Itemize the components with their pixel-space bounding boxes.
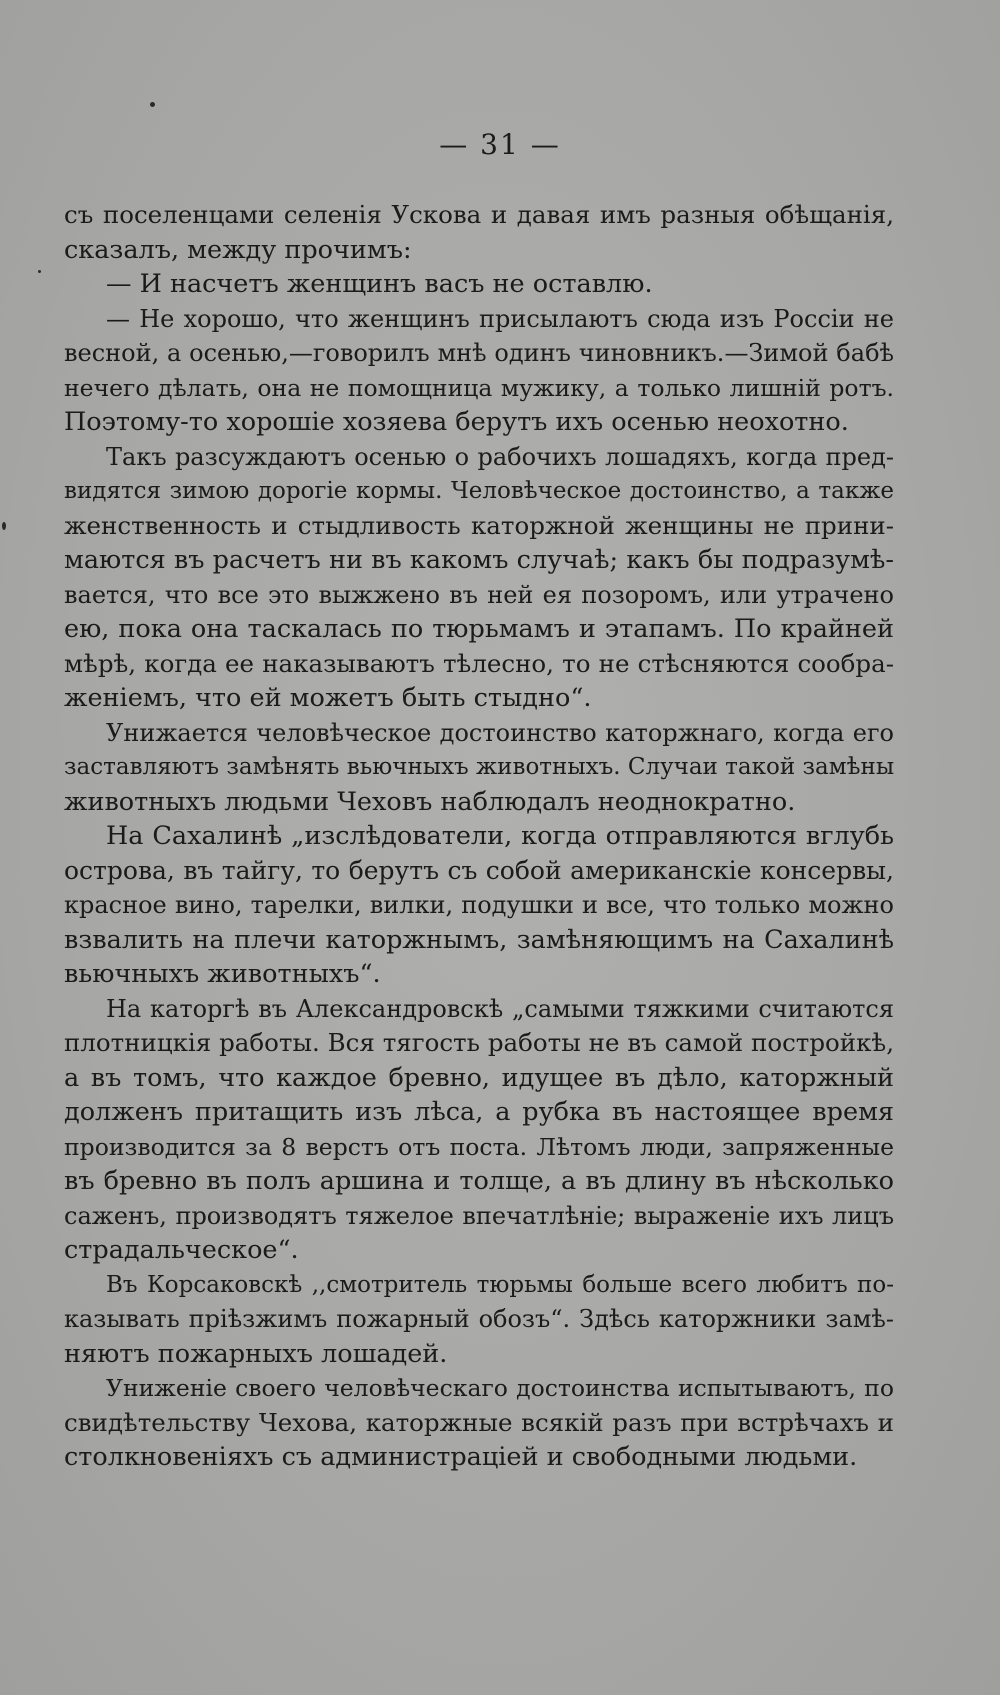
text-line: въ бревно въ полъ аршина и толще, а въ длину въ нѣсколько	[64, 1166, 894, 1196]
text-line: нечего дѣлать, она не помощница мужику, а только лишній ротъ.	[64, 373, 894, 402]
text-line: красное вино, тарелки, вилки, подушки и все, что только можно	[64, 891, 894, 919]
text-line: Такъ разсуждаютъ осенью о рабочихъ лошадяхъ, когда пред-	[106, 442, 894, 471]
text-line: взвалить на плечи каторжнымъ, замѣняющимъ на Сахалинѣ	[64, 924, 894, 955]
text-line: На каторгѣ въ Александровскѣ „самыми тяжкими считаются	[106, 994, 894, 1023]
text-line: а въ томъ, что каждое бревно, идущее въ дѣло, каторжный	[64, 1062, 894, 1093]
ink-speck	[2, 522, 6, 530]
text-line: мѣрѣ, когда ее наказываютъ тѣлесно, то не стѣсняются сообра-	[64, 648, 894, 678]
text-line: весной, а осенью,—говорилъ мнѣ одинъ чиновникъ.—Зимой бабѣ	[64, 339, 894, 367]
text-line: На Сахалинѣ „изслѣдователи, когда отправляются вглубь	[106, 821, 894, 851]
text-line: — Не хорошо, что женщинъ присылаютъ сюда изъ Россіи не	[106, 304, 894, 333]
text-line: производится за 8 верстъ отъ поста. Лѣтомъ люди, запряженные	[64, 1132, 894, 1161]
text-line: казывать пріѣзжимъ пожарный обозъ“. Здѣсь каторжники замѣ-	[64, 1305, 894, 1333]
text-line: страдальческое“.	[64, 1235, 299, 1265]
text-line: плотницкія работы. Вся тягость работы не въ самой постройкѣ,	[64, 1028, 894, 1057]
text-line: вается, что все это выжжено въ ней ея позоромъ, или утрачено	[64, 580, 894, 609]
text-line: Поэтому-то хорошіе хозяева берутъ ихъ осенью неохотно.	[64, 407, 849, 437]
text-line: Унижается человѣческое достоинство каторжнаго, когда его	[106, 718, 894, 747]
ink-speck	[38, 270, 41, 273]
text-line: столкновеніяхъ съ администраціей и свободными людьми.	[64, 1442, 858, 1472]
text-line: маются въ расчетъ ни въ какомъ случаѣ; какъ бы подразумѣ-	[64, 545, 894, 575]
text-line: заставляютъ замѣнять вьючныхъ животныхъ. Случаи такой замѣны	[64, 754, 894, 780]
text-line: женственность и стыдливость каторжной женщины не прини-	[64, 510, 894, 540]
text-line: женіемъ, что ей можетъ быть стыдно“.	[64, 683, 592, 713]
body-text	[64, 198, 894, 1475]
text-line: саженъ, производятъ тяжелое впечатлѣніе; выраженіе ихъ лицъ	[64, 1201, 894, 1230]
page-number: — 31 —	[439, 128, 561, 161]
text-line: свидѣтельству Чехова, каторжные всякій разъ при встрѣчахъ и	[64, 1407, 894, 1437]
text-line: ею, пока она таскалась по тюрьмамъ и этапамъ. По крайней	[64, 614, 894, 644]
text-line: вьючныхъ животныхъ“.	[64, 959, 381, 989]
text-line: долженъ притащить изъ лѣса, а рубка въ настоящее время	[64, 1097, 894, 1127]
text-line: видятся зимою дорогіе кормы. Человѣческое достоинство, а также	[64, 478, 894, 504]
text-line: животныхъ людьми Чеховъ наблюдалъ неоднократно.	[64, 786, 796, 817]
text-line: няютъ пожарныхъ лошадей.	[64, 1338, 448, 1369]
text-line: съ поселенцами селенія Ускова и давая имъ разныя обѣщанія,	[64, 200, 894, 229]
text-line: сказалъ, между прочимъ:	[64, 234, 412, 265]
ink-speck	[150, 102, 155, 107]
text-line: острова, въ тайгу, то берутъ съ собой американскіе консервы,	[64, 855, 894, 885]
text-line: — И насчетъ женщинъ васъ не оставлю.	[106, 269, 653, 299]
text-line: Въ Корсаковскѣ ,,смотритель тюрьмы больше всего любитъ по-	[106, 1271, 894, 1298]
text-line: Униженіе своего человѣческаго достоинства испытываютъ, по	[106, 1374, 894, 1402]
